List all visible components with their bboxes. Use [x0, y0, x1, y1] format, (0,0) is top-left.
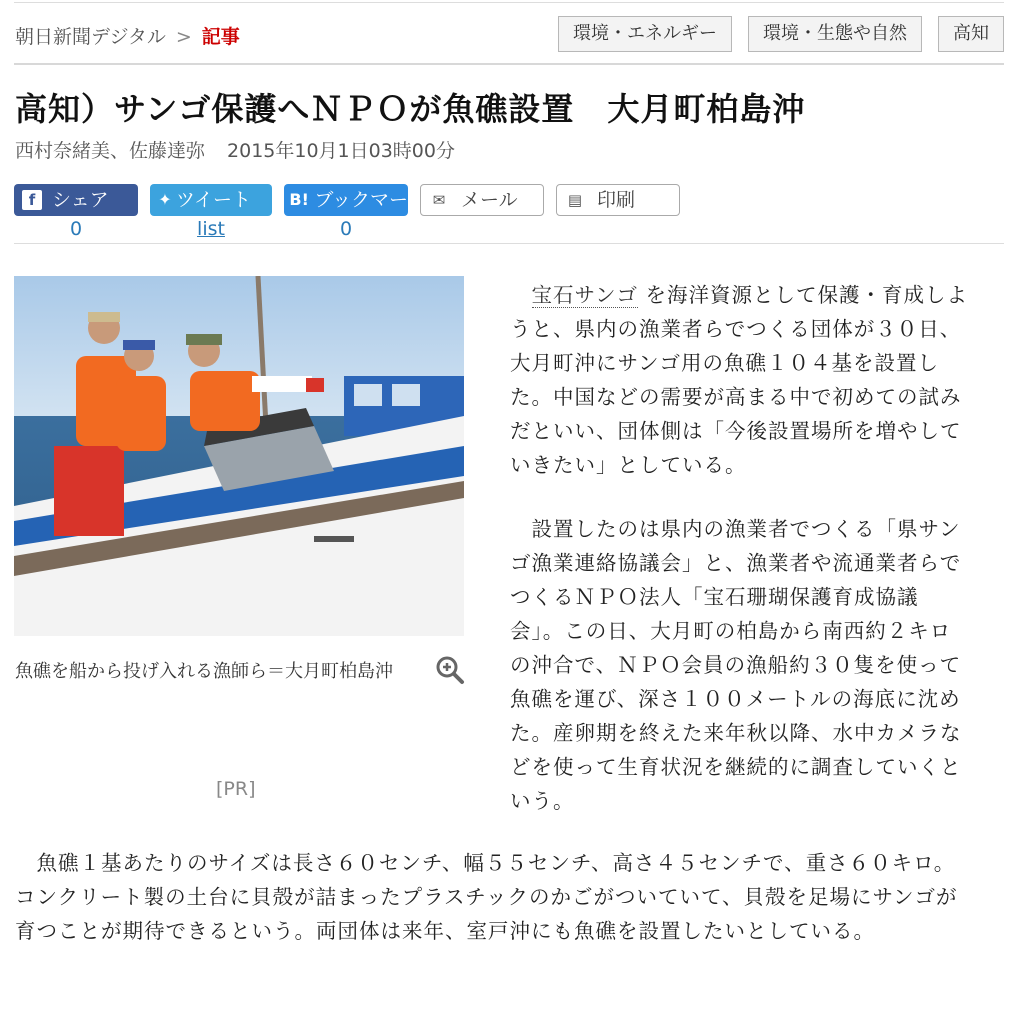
- article-byline: [15, 136, 455, 163]
- twitter-list-link[interactable]: list: [197, 218, 225, 240]
- topic-tags: [558, 16, 1004, 52]
- zoom-in-icon[interactable]: [434, 654, 466, 686]
- mail-icon: ✉: [432, 191, 446, 209]
- fishermen-boat-illustration: [14, 276, 464, 636]
- pr-label[interactable]: [PR]: [216, 778, 256, 800]
- tag-environment-ecology[interactable]: 環境・生態や自然: [748, 16, 922, 52]
- top-navigation-bar: [0, 0, 1014, 64]
- facebook-share-label: シェア: [52, 189, 109, 211]
- share-toolbar: [14, 184, 1004, 244]
- tag-kochi[interactable]: 高知: [938, 16, 1004, 52]
- facebook-icon: f: [22, 190, 42, 210]
- twitter-tweet-label: ツイート: [176, 189, 252, 211]
- article-paragraph-3: [15, 846, 975, 948]
- twitter-icon: ✦: [158, 190, 172, 209]
- twitter-tweet-button[interactable]: [150, 184, 272, 216]
- hatena-bookmark-button[interactable]: [284, 184, 408, 216]
- print-button[interactable]: [556, 184, 680, 216]
- print-icon: ▤: [567, 191, 583, 209]
- top-divider: [14, 2, 1004, 3]
- article-paragraph-1: [510, 278, 972, 482]
- facebook-share-button[interactable]: [14, 184, 138, 216]
- hatena-bookmark-count: 0: [339, 218, 353, 240]
- mail-button[interactable]: [420, 184, 544, 216]
- header-divider: [14, 63, 1004, 65]
- breadcrumb-home-link[interactable]: 朝日新聞デジタル: [15, 26, 166, 48]
- hatena-icon: B!: [289, 190, 309, 209]
- article-paragraph-1-text: を海洋資源として保護・育成しようと、県内の漁業者らでつくる団体が３０日、大月町沖にサンゴ用の魚礁１０４基を設置した。中国などの需要が高まる中で初めての試みだといい、団体側は「今後設置場所を増やしていきたい」としている。: [510, 283, 969, 477]
- mail-label: メール: [461, 189, 518, 211]
- keyword-link-hoseki-sango[interactable]: 宝石サンゴ: [531, 283, 638, 307]
- breadcrumb: [15, 22, 240, 49]
- hatena-bookmark-label: ブックマー: [314, 189, 408, 211]
- print-label: 印刷: [597, 189, 636, 211]
- breadcrumb-separator: >: [175, 26, 192, 48]
- article-photo[interactable]: [14, 276, 464, 636]
- article-date: 2015年10月1日03時00分: [227, 140, 455, 162]
- breadcrumb-current: 記事: [201, 26, 240, 48]
- photo-caption: 魚礁を船から投げ入れる漁師ら＝大月町柏島沖: [15, 661, 393, 682]
- article-headline: 高知）サンゴ保護へＮＰＯが魚礁設置 大月町柏島沖: [15, 90, 806, 128]
- article-authors: 西村奈緒美、佐藤達弥: [15, 140, 206, 162]
- facebook-share-count: 0: [69, 218, 83, 240]
- article-paragraph-2-text: 設置したのは県内の漁業者でつくる「県サンゴ漁業連絡協議会」と、漁業者や流通業者らでつくるＮＰＯ法人「宝石珊瑚保護育成協議会」。この日、大月町の柏島から南西約２キロの沖合で、ＮＰＯ会員の漁船約３０隻を使って魚礁を運び、深さ１００メートルの海底に沈めた。産卵期を終えた来年秋以降、水中カメラなどを使って生育状況を継続的に調査していくという。: [510, 517, 962, 813]
- article-paragraph-2: [510, 512, 972, 818]
- article-paragraph-3-text: 魚礁１基あたりのサイズは長さ６０センチ、幅５５センチ、高さ４５センチで、重さ６０キロ。コンクリート製の土台に貝殻が詰まったプラスチックのかごがついていて、貝殻を足場にサンゴが育つことが期待できるという。両団体は来年、室戸沖にも魚礁を設置したいとしている。: [15, 851, 958, 943]
- tag-environment-energy[interactable]: 環境・エネルギー: [558, 16, 732, 52]
